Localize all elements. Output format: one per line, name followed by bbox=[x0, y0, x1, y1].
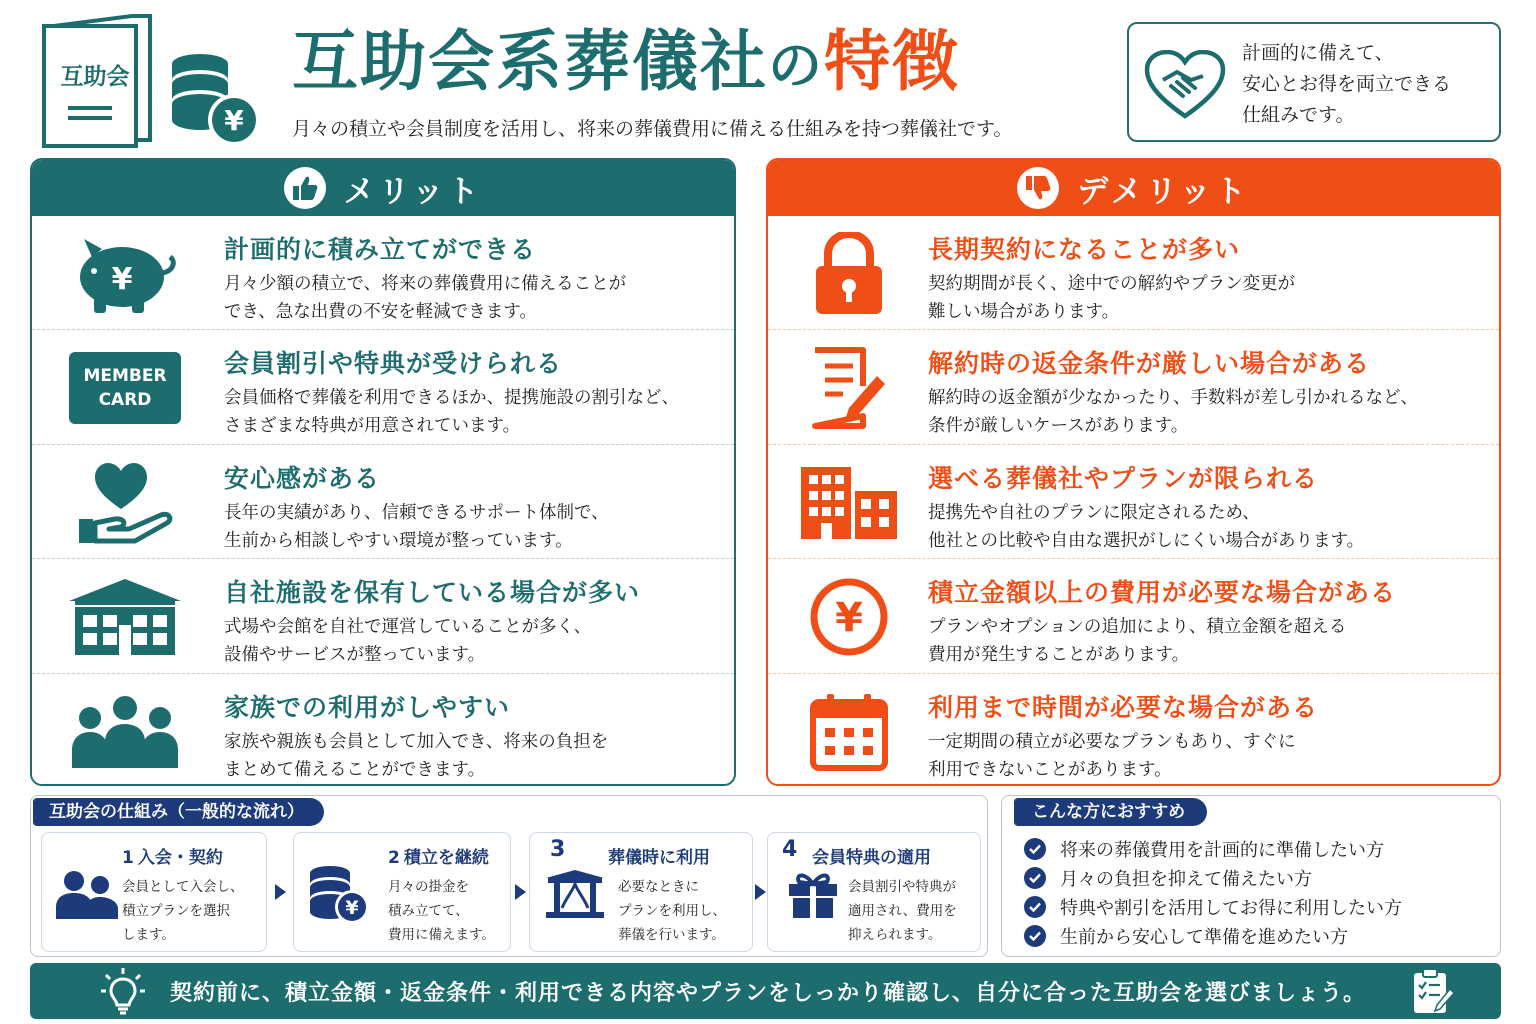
body-line: 必要なときに bbox=[618, 879, 699, 895]
merit-item-title: 安心感がある bbox=[224, 463, 381, 493]
callout-text bbox=[1242, 38, 1451, 131]
step-body bbox=[122, 875, 244, 947]
body-line: 契約期間が長く、途中での解約やプラン変更が bbox=[928, 274, 1296, 294]
yen-coin-icon bbox=[790, 573, 908, 661]
merit-item bbox=[32, 559, 734, 673]
demerit-item bbox=[768, 445, 1499, 559]
handshake-heart-icon bbox=[1143, 50, 1227, 120]
merit-item-body bbox=[224, 384, 734, 440]
recommend-section bbox=[1001, 795, 1501, 957]
merit-item bbox=[32, 330, 734, 444]
card-text: MEMBER bbox=[83, 366, 167, 387]
merit-header bbox=[32, 160, 734, 216]
lock-icon bbox=[790, 230, 908, 318]
merit-item-title: 計画的に積み立てができる bbox=[224, 235, 537, 264]
step-title: 葬儀時に利用 bbox=[608, 848, 710, 868]
demerit-item bbox=[768, 559, 1499, 673]
document-pen-icon bbox=[790, 344, 908, 432]
page-title bbox=[292, 22, 960, 106]
flow-section bbox=[30, 795, 988, 957]
flow-arrow-icon bbox=[515, 884, 526, 900]
header bbox=[0, 0, 1536, 150]
body-line: 抑えられます。 bbox=[848, 927, 942, 943]
recommend-text: 将来の葬儀費用を計画的に準備したい方 bbox=[1060, 839, 1384, 861]
flow-step bbox=[529, 832, 753, 952]
callout-line: 仕組みです。 bbox=[1242, 104, 1355, 126]
step-title-text: 積立を継続 bbox=[403, 848, 489, 868]
flow-arrow-icon bbox=[755, 884, 766, 900]
body-line: 会員として入会し、 bbox=[122, 879, 244, 895]
member-card bbox=[69, 352, 181, 424]
step-title-text: 入会・契約 bbox=[137, 848, 223, 868]
step-number: 3 bbox=[550, 837, 566, 862]
recommend-text: 特典や割引を活用してお得に利用したい方 bbox=[1060, 897, 1402, 919]
list-item bbox=[1024, 892, 1402, 921]
lightbulb-icon bbox=[100, 967, 146, 1015]
demerit-item-title: 積立金額以上の費用が必要な場合がある bbox=[928, 578, 1397, 608]
body-line: 積立プランを選択 bbox=[122, 903, 230, 919]
demerit-header bbox=[768, 160, 1499, 216]
heart-hand-icon bbox=[66, 459, 184, 547]
body-line: 費用に備えます。 bbox=[388, 927, 495, 943]
step-body bbox=[618, 875, 726, 947]
merit-item bbox=[32, 674, 734, 786]
body-line: します。 bbox=[122, 927, 175, 943]
step-number: 1 bbox=[122, 848, 134, 868]
recommend-text: 月々の負担を抑えて備えたい方 bbox=[1060, 868, 1312, 890]
body-line: 生前から相談しやすい環境が整っています。 bbox=[224, 530, 573, 551]
demerit-item bbox=[768, 330, 1499, 444]
flow-arrow-icon bbox=[275, 884, 286, 900]
demerit-item-body bbox=[928, 613, 1488, 669]
book-label: 互助会 bbox=[60, 64, 130, 90]
office-buildings-icon bbox=[790, 459, 908, 547]
callout-line: 計画的に備えて、 bbox=[1242, 42, 1394, 64]
body-line: 利用できないことがあります。 bbox=[928, 759, 1172, 780]
merit-item-body bbox=[224, 728, 734, 784]
step-number: 2 bbox=[388, 848, 400, 868]
body-line: プランやオプションの追加により、積立金額を超える bbox=[928, 617, 1347, 638]
recommend-text: 生前から安心して準備を進めたい方 bbox=[1060, 926, 1348, 948]
altar-icon bbox=[542, 859, 608, 929]
summary-callout bbox=[1127, 22, 1501, 142]
merit-title: メリット bbox=[343, 173, 483, 210]
card-text: CARD bbox=[98, 390, 152, 411]
callout-line: 安心とお得を両立できる bbox=[1242, 73, 1452, 95]
gift-icon bbox=[780, 859, 846, 929]
body-line: 月々の掛金を bbox=[388, 879, 469, 895]
list-item bbox=[1024, 921, 1402, 950]
footer-banner bbox=[30, 963, 1501, 1019]
demerit-item bbox=[768, 674, 1499, 786]
step-number: 4 bbox=[782, 837, 798, 862]
merit-item bbox=[32, 216, 734, 330]
check-icon bbox=[1024, 838, 1046, 860]
demerit-title: デメリット bbox=[1077, 173, 1250, 210]
demerit-item-body bbox=[928, 499, 1488, 555]
body-line: 長年の実績があり、信頼できるサポート体制で、 bbox=[224, 502, 609, 523]
demerit-item-body bbox=[928, 728, 1488, 784]
body-line: 式場や会館を自社で運営していることが多く、 bbox=[224, 617, 592, 638]
merit-panel bbox=[30, 158, 736, 786]
demerit-item-title: 利用まで時間が必要な場合がある bbox=[928, 692, 1319, 722]
merit-item-title: 家族での利用がしやすい bbox=[224, 692, 511, 722]
demerit-item-title: 選べる葬儀社やプランが限られる bbox=[928, 463, 1319, 493]
body-line: プランを利用し、 bbox=[618, 903, 726, 919]
title-main: 互助会系葬儀社 bbox=[292, 23, 768, 100]
recommend-list bbox=[1024, 834, 1402, 950]
family-icon bbox=[66, 688, 184, 776]
body-line: 費用が発生することがあります。 bbox=[928, 645, 1190, 666]
piggy-bank-icon bbox=[66, 230, 184, 318]
flow-step bbox=[41, 832, 267, 952]
demerit-panel bbox=[766, 158, 1501, 786]
step-title bbox=[122, 843, 223, 868]
merit-item bbox=[32, 445, 734, 559]
body-line: 適用され、費用を bbox=[848, 903, 957, 919]
member-card-icon bbox=[66, 344, 184, 432]
svg-text:¥: ¥ bbox=[224, 104, 244, 137]
body-line: 葬儀を行います。 bbox=[618, 927, 725, 943]
checklist-clipboard-icon bbox=[1410, 967, 1454, 1015]
building-icon bbox=[66, 573, 184, 661]
merit-item-body bbox=[224, 270, 734, 326]
step-body bbox=[848, 875, 957, 947]
body-line: 積み立てて、 bbox=[388, 903, 469, 919]
body-line: 一定期間の積立が必要なプランもあり、すぐに bbox=[928, 731, 1296, 752]
flow-step bbox=[293, 832, 511, 952]
flow-step bbox=[767, 832, 981, 952]
body-line: 家族や親族も会員として加入でき、将来の負担を bbox=[224, 731, 609, 752]
body-line: 提携先や自社のプランに限定されるため、 bbox=[928, 502, 1260, 523]
people-icon bbox=[54, 859, 120, 929]
body-line: 設備やサービスが整っています。 bbox=[224, 645, 486, 666]
svg-text:¥: ¥ bbox=[111, 262, 133, 297]
flow-heading: 互助会の仕組み（一般的な流れ） bbox=[33, 798, 324, 826]
list-item bbox=[1024, 863, 1402, 892]
merit-item-body bbox=[224, 499, 734, 555]
list-item bbox=[1024, 834, 1402, 863]
body-line: 会員価格で葬儀を利用できるほか、提携施設の割引など、 bbox=[224, 388, 679, 409]
page-subtitle: 月々の積立や会員制度を活用し、将来の葬儀費用に備える仕組みを持つ葬儀社です。 bbox=[292, 118, 1013, 140]
merit-item-body bbox=[224, 613, 734, 669]
calendar-icon bbox=[790, 688, 908, 776]
footer-text: 契約前に、積立金額・返金条件・利用できる内容やプランをしっかり確認し、自分に合った互助会を選びましょう。 bbox=[170, 981, 1367, 1006]
body-line: 会員割引や特典が bbox=[848, 879, 956, 895]
step-body bbox=[388, 875, 495, 947]
demerit-item-body bbox=[928, 270, 1488, 326]
body-line: でき、急な出費の不安を軽減できます。 bbox=[224, 302, 537, 322]
merit-item-title: 自社施設を保有している場合が多い bbox=[224, 578, 641, 608]
svg-text:¥: ¥ bbox=[345, 897, 359, 919]
demerit-item-body bbox=[928, 384, 1488, 440]
merit-item-title: 会員割引や特典が受けられる bbox=[224, 349, 563, 379]
body-line: 月々少額の積立で、将来の葬儀費用に備えることが bbox=[224, 274, 627, 294]
body-line: 他社との比較や自由な選択がしにくい場合があります。 bbox=[928, 530, 1365, 551]
step-title: 会員特典の適用 bbox=[812, 848, 931, 868]
thumbs-down-icon bbox=[1017, 167, 1059, 209]
svg-text:¥: ¥ bbox=[835, 595, 863, 642]
check-icon bbox=[1024, 867, 1046, 889]
recommend-heading: こんな方におすすめ bbox=[1014, 798, 1207, 826]
thumbs-up-icon bbox=[284, 167, 326, 209]
body-line: 解約時の返金額が少なかったり、手数料が差し引かれるなど、 bbox=[928, 388, 1418, 409]
body-line: 条件が厳しいケースがあります。 bbox=[928, 416, 1189, 437]
coins-yen-icon bbox=[168, 50, 263, 145]
check-icon bbox=[1024, 925, 1046, 947]
step-title bbox=[388, 843, 489, 868]
body-line: まとめて備えることができます。 bbox=[224, 759, 486, 780]
coins-yen-icon bbox=[306, 859, 372, 929]
demerit-item-title: 解約時の返金条件が厳しい場合がある bbox=[928, 349, 1371, 379]
body-line: さまざまな特典が用意されています。 bbox=[224, 416, 521, 437]
check-icon bbox=[1024, 896, 1046, 918]
body-line: 難しい場合があります。 bbox=[928, 302, 1120, 322]
demerit-item bbox=[768, 216, 1499, 330]
title-accent: 特徴 bbox=[824, 23, 960, 100]
demerit-item-title: 長期契約になることが多い bbox=[928, 235, 1241, 264]
title-no: の bbox=[768, 34, 824, 97]
